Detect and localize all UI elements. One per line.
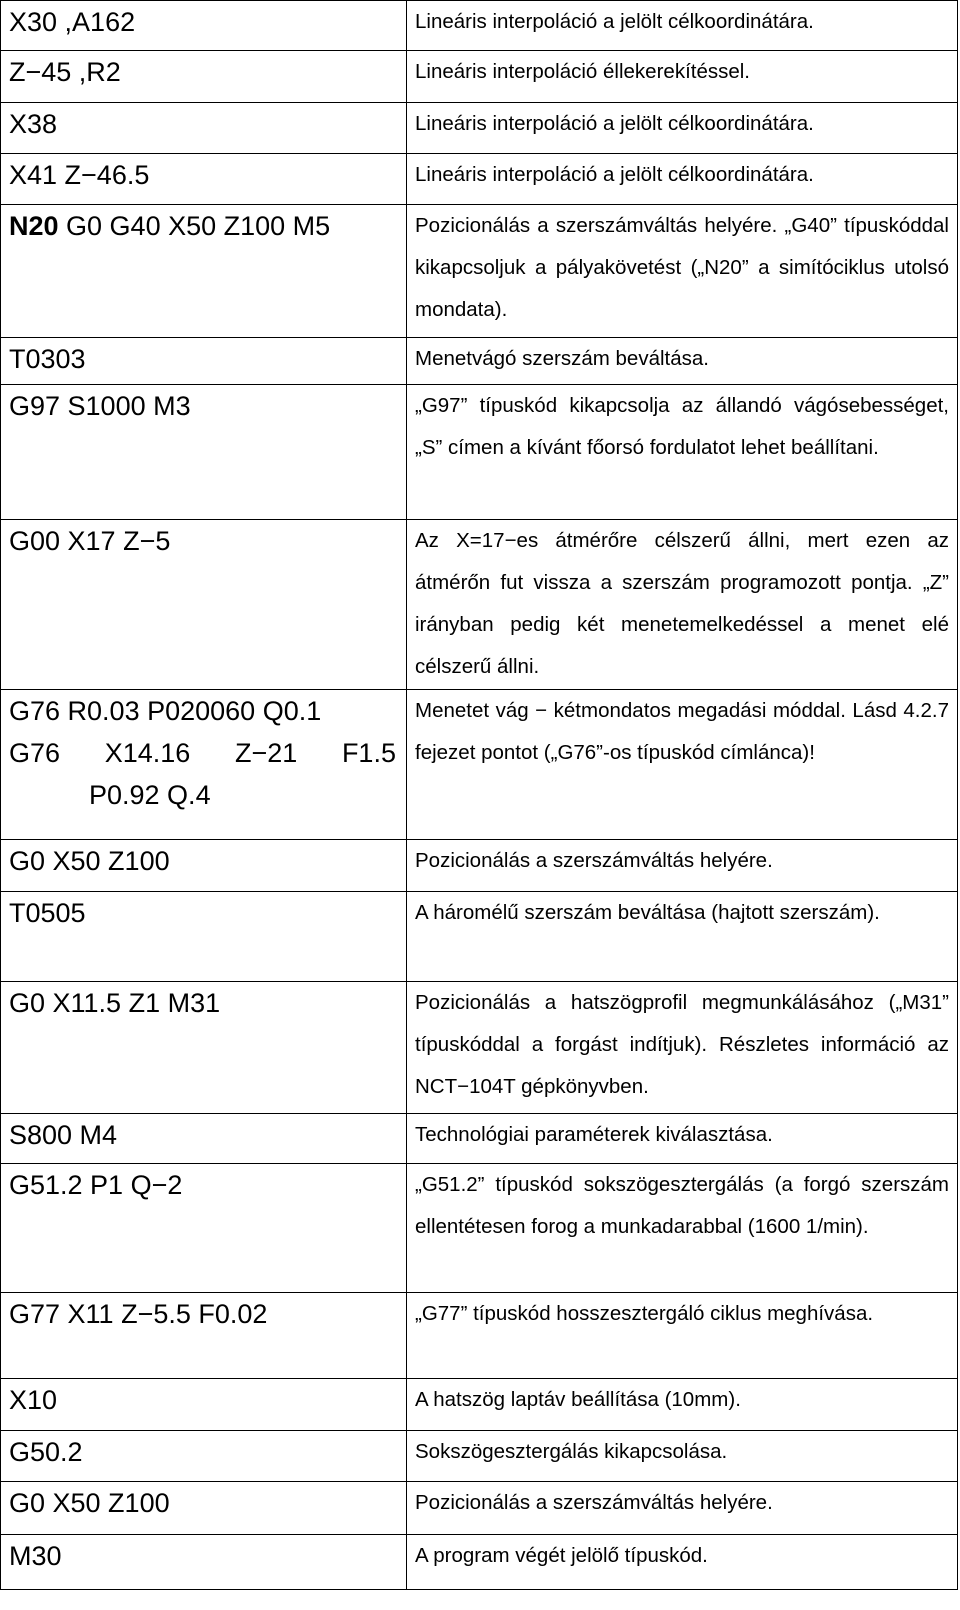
code-text: G50.2 [9,1437,83,1467]
code-text: G51.2 P1 Q−2 [9,1170,183,1200]
code-text: G00 X17 Z−5 [9,526,171,556]
code-cell [1,1431,407,1482]
code-text: G77 X11 Z−5.5 F0.02 [9,1299,268,1329]
code-text: G0 G40 X50 Z100 M5 [58,211,331,241]
table-row [1,1431,958,1482]
code-cell [1,982,407,1114]
description-cell [407,1482,958,1535]
code-line-2 [9,732,406,774]
description-text: Menetet vág − kétmondatos megadási móddal. Lásd 4.2.7 fejezet pontot („G76”-os típuskód címlánca)! [415,699,949,764]
table-row [1,840,958,892]
code-token: Z−21 [234,738,298,768]
code-cell [1,1164,407,1293]
code-text: X10 [9,1385,58,1415]
description-text: A program végét jelölő típuskód. [415,1544,708,1567]
code-cell [1,1535,407,1590]
code-text: X38 [9,109,58,139]
code-text: T0505 [9,898,86,928]
table-row [1,1114,958,1164]
description-text: Az X=17−es átmérőre célszerű állni, mert ezen az átmérőn fut vissza a szerszám programozott pontja. „Z” irányban pedig két menetemelkedéssel a menet elé célszerű állni. [415,529,949,678]
table-row [1,205,958,338]
description-cell [407,840,958,892]
description-text: Pozicionálás a szerszámváltás helyére. „G40” típuskóddal kikapcsoljuk a pályakövetést („N20” a simítóciklus utolsó mondata). [415,214,949,321]
table-row [1,520,958,690]
table-row [1,103,958,154]
code-text: X30 ,A162 [9,7,136,37]
description-text: Lineáris interpoláció a jelölt célkoordinátára. [415,163,814,186]
table-row [1,690,958,840]
code-text: G0 X11.5 Z1 M31 [9,988,221,1018]
description-cell [407,520,958,690]
code-text: G0 X50 Z100 [9,1488,170,1518]
table-row [1,892,958,982]
description-cell [407,1431,958,1482]
description-cell [407,205,958,338]
description-text: A hatszög laptáv beállítása (10mm). [415,1388,741,1411]
code-token: F1.5 [341,738,396,768]
code-cell [1,1482,407,1535]
block-number: N20 [9,211,59,241]
description-cell [407,103,958,154]
table-row [1,1379,958,1431]
code-token: G76 [9,738,61,768]
description-cell [407,1114,958,1164]
code-cell [1,1,407,51]
code-cell [1,892,407,982]
description-text: Lineáris interpoláció a jelölt célkoordinátára. [415,112,814,135]
description-text: Technológiai paraméterek kiválasztása. [415,1123,773,1146]
description-cell [407,1164,958,1293]
code-cell [1,338,407,385]
description-text: Lineáris interpoláció éllekerekítéssel. [415,60,751,83]
code-cell [1,154,407,205]
code-cell [1,103,407,154]
description-cell [407,385,958,520]
table-row [1,51,958,103]
description-text: Lineáris interpoláció a jelölt célkoordinátára. [415,10,814,33]
code-cell [1,1293,407,1379]
code-cell [1,51,407,103]
description-text: „G77” típuskód hosszesztergáló ciklus meghívása. [415,1302,874,1325]
description-text: A háromélű szerszám beváltása (hajtott szerszám). [415,901,880,924]
table-row [1,154,958,205]
code-text: Z−45 ,R2 [9,57,121,87]
description-cell [407,892,958,982]
code-text: T0303 [9,344,86,374]
description-text: Pozicionálás a szerszámváltás helyére. [415,849,773,872]
code-cell [1,1379,407,1431]
description-text: Menetvágó szerszám beváltása. [415,347,709,370]
table-row [1,1,958,51]
code-line-3: P0.92 Q.4 [89,780,211,810]
description-cell [407,690,958,840]
description-cell [407,338,958,385]
code-cell [1,840,407,892]
description-text: „G51.2” típuskód sokszögesztergálás (a forgó szerszám ellentétesen forog a munkadarabbal (1600 1/min). [415,1173,949,1238]
description-cell [407,51,958,103]
code-cell [1,690,407,840]
table-row [1,1482,958,1535]
code-text: X41 Z−46.5 [9,160,150,190]
description-cell [407,982,958,1114]
code-token: X14.16 [104,738,191,768]
table-row [1,1293,958,1379]
code-cell [1,385,407,520]
code-cell [1,520,407,690]
description-cell [407,1,958,51]
code-text: G97 S1000 M3 [9,391,191,421]
description-cell [407,1535,958,1590]
description-cell [407,154,958,205]
table-row [1,338,958,385]
description-text: Sokszögesztergálás kikapcsolása. [415,1440,728,1463]
description-text: Pozicionálás a hatszögprofil megmunkálásához („M31” típuskóddal a forgást indítjuk). Részletes információ az NCT−104T gépkönyvben. [415,991,949,1098]
table-row [1,385,958,520]
description-cell [407,1379,958,1431]
description-text: Pozicionálás a szerszámváltás helyére. [415,1491,773,1514]
code-cell [1,1114,407,1164]
code-text: G0 X50 Z100 [9,846,170,876]
code-cell [1,205,407,338]
description-cell [407,1293,958,1379]
table-row [1,982,958,1114]
table-row [1,1164,958,1293]
description-text: „G97” típuskód kikapcsolja az állandó vágósebességet, „S” címen a kívánt főorsó fordulatot lehet beállítani. [415,394,949,459]
code-text: G76 R0.03 P020060 Q0.1 [9,696,322,726]
code-text: S800 M4 [9,1120,118,1150]
table-row [1,1535,958,1590]
code-text: M30 [9,1541,62,1571]
